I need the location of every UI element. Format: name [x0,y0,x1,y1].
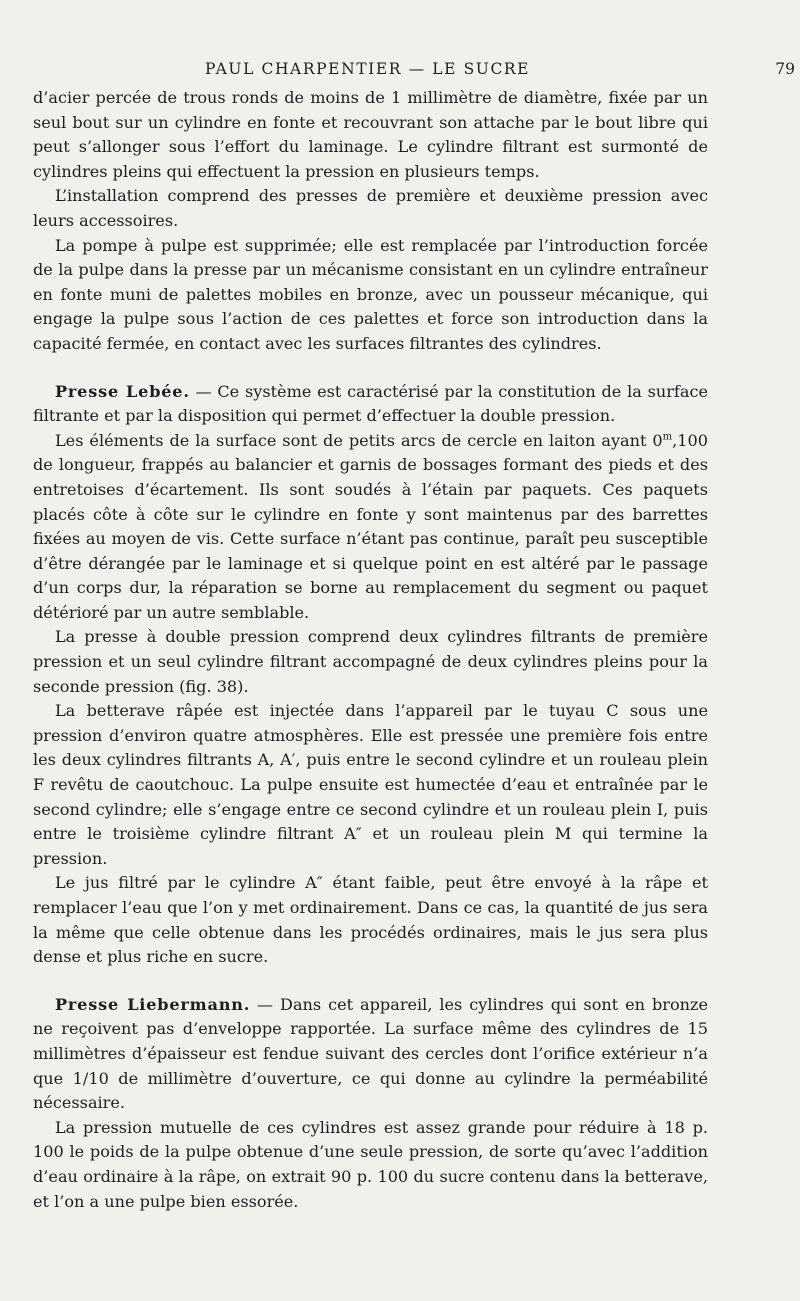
running-header [33,52,795,86]
page-number: 79 [775,60,795,78]
paragraph-text: — Dans cet appareil, les cylindres qui sont en bronze ne reçoivent pas d’enveloppe rapportée. La surface même des cylindres de 15 millimètres d’épaisseur est fendue suivant des cercles dont l’orifice extérieur n’a que 1/10 de millimètre d’ouverture, ce qui donne au cylindre la perméabilité nécessaire. [33,994,709,1113]
paragraph [33,234,708,357]
paragraph [33,699,708,871]
paragraph-text: La betterave râpée est injectée dans l’appareil par le tuyau C sous une pression d’environ quatre atmosphères. Elle est pressée une première fois entre les deux cylindres filtrants A, A′, puis entre le second cylindre et un rouleau plein F revêtu de caoutchouc. La pulpe ensuite est humectée d’eau et entraînée par le second cylindre; elle s’engage entre ce second cylindre et un rouleau plein I, puis entre le troisième cylindre filtrant A″ et un rouleau plein M qui termine la pression. [33,701,708,868]
section-heading: Presse Liebermann. [55,994,251,1014]
paragraph-text: d’acier percée de trous ronds de moins de 1 millimètre de diamètre, fixée par un seul bout sur un cylindre en fonte et recouvrant son attache par le bout libre qui peut s’allonger sous l’effort du laminage. Le cylindre filtrant est surmonté de cylindres pleins qui effectuent la pression en plusieurs temps. [33,88,708,181]
paragraph-text: L’installation comprend des presses de première et deuxième pression avec leurs accessoires. [33,186,708,230]
paragraph-text: La pression mutuelle de ces cylindres est assez grande pour réduire à 18 p. 100 le poids de la pulpe obtenue d’une seule pression, de sorte qu’avec l’addition d’eau ordinaire à la râpe, on extrait 90 p. 100 du sucre contenu dans la betterave, et l’on a une pulpe bien essorée. [33,1117,708,1211]
header-title: PAUL CHARPENTIER — LE SUCRE [205,60,531,78]
paragraph-text: La pompe à pulpe est supprimée; elle est remplacée par l’introduction forcée de la pulpe dans la presse par un mécanisme consistant en un cylindre entraîneur en fonte muni de palettes mobiles en bronze, avec un pousseur mécanique, qui engage la pulpe sous l’action de ces palettes et force son introduction dans la capacité fermée, en contact avec les surfaces filtrantes des cylindres. [33,235,708,353]
paragraph [33,86,708,184]
paragraph-text: ,100 de longueur, frappés au balancier et garnis de bossages formant des pieds et des entretoises d’écartement. Ils sont soudés à l’étain par paquets. Ces paquets placés côte à côte sur le cylindre en fonte y sont maintenus par des barrettes fixées au moyen de vis. Cette surface n’étant pas continue, paraît peu susceptible d’être dérangée par le laminage et si quelque point en est altéré par le passage d’un corps dur, la réparation se borne au remplacement du segment ou paquet détérioré par un autre semblable. [33,430,708,622]
paragraph [33,871,708,969]
unit-superscript: m [662,431,673,443]
paragraph [33,184,708,233]
paragraph [33,1116,708,1214]
paragraph-text: Les éléments de la surface sont de petits arcs de cercle en laiton ayant 0 [55,430,663,450]
section-heading: Presse Lebée. [55,381,190,401]
paragraph [33,625,708,699]
paragraph [33,429,708,626]
section-paragraph [33,380,708,429]
paragraph-text: La presse à double pression comprend deux cylindres filtrants de première pression et un seul cylindre filtrant accompagné de deux cylindres pleins pour la seconde pression (fig. 38). [33,627,708,696]
paragraph-text: — Ce système est caractérisé par la constitution de la surface filtrante et par la disposition qui permet d’effectuer la double pression. [33,381,708,426]
paragraph-text: Le jus filtré par le cylindre A″ étant faible, peut être envoyé à la râpe et remplacer l’eau que l’on y met ordinairement. Dans ce cas, la quantité de jus sera la même que celle obtenue dans les procédés ordinaires, mais le jus sera plus dense et plus riche en sucre. [33,873,708,967]
body-text [33,86,708,1214]
section-paragraph [33,993,708,1116]
